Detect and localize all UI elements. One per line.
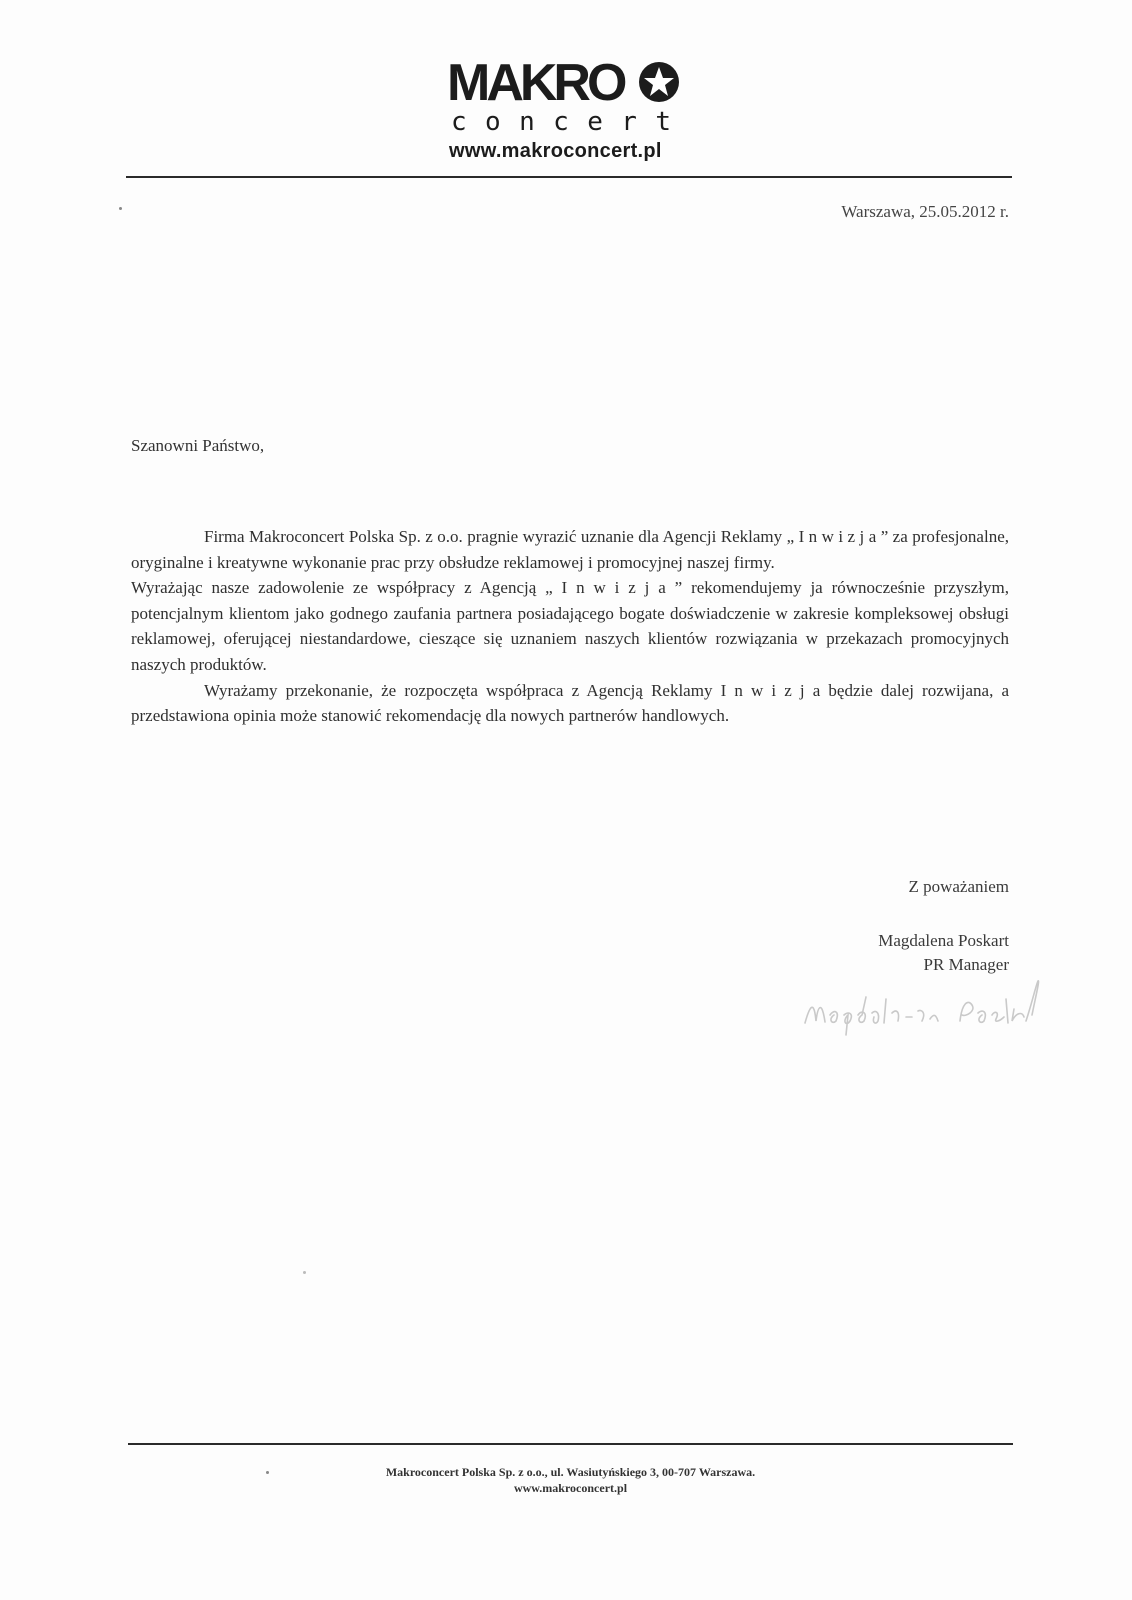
letter-date: Warszawa, 25.05.2012 r.: [841, 202, 1009, 221]
paragraph-3: Wyrażamy przekonanie, że rozpoczęta współpraca z Agencją Reklamy I n w i z j a będzie dalej rozwijana, a przedstawiona opinia może stanowić rekomendację dla nowych partnerów handlowych.: [131, 680, 1009, 726]
salutation: Szanowni Państwo,: [131, 436, 265, 455]
signatory-name: Magdalena Poskart: [878, 931, 1009, 950]
letter-body: [131, 524, 1009, 729]
logo-wordmark: MAKRO: [447, 54, 624, 112]
signatory-title: PR Manager: [923, 955, 1009, 974]
letterhead-website: www.makroconcert.pl: [449, 140, 662, 162]
paragraph-1: Firma Makroconcert Polska Sp. z o.o. pragnie wyrazić uznanie dla Agencji Reklamy „ I n w i z j a ” za profesjonalne, oryginalne i kreatywne wykonanie prac przy obsłudze reklamowej i promocyjnej naszej firmy.: [131, 527, 1009, 572]
paragraph-2: Wyrażając nasze zadowolenie ze współpracy z Agencją „ I n w i z j a ” rekomendujemy ja równocześnie przyszłym, potencjalnym klientom jako godnego zaufania partnera posiadającego bogate doświadczenie w zakresie kompleksowej obsługi reklamowej, oferującej niestandardowe, cieszące się uznaniem naszych klientów rozwiązania w przekazach promocyjnych naszych produktów.: [131, 578, 1009, 674]
scan-speck: [303, 1271, 306, 1274]
scan-speck: [119, 207, 122, 210]
handwritten-signature: [800, 975, 1050, 1045]
header-divider: [126, 176, 1012, 178]
footer-website: www.makroconcert.pl: [513, 1481, 628, 1495]
footer-address: Makroconcert Polska Sp. z o.o., ul. Wasiutyńskiego 3, 00-707 Warszawa.: [385, 1465, 756, 1479]
closing: Z poważaniem: [908, 877, 1009, 896]
star-icon: [639, 62, 679, 102]
footer-divider: [128, 1443, 1013, 1445]
logo-subtitle: concert: [451, 107, 671, 137]
